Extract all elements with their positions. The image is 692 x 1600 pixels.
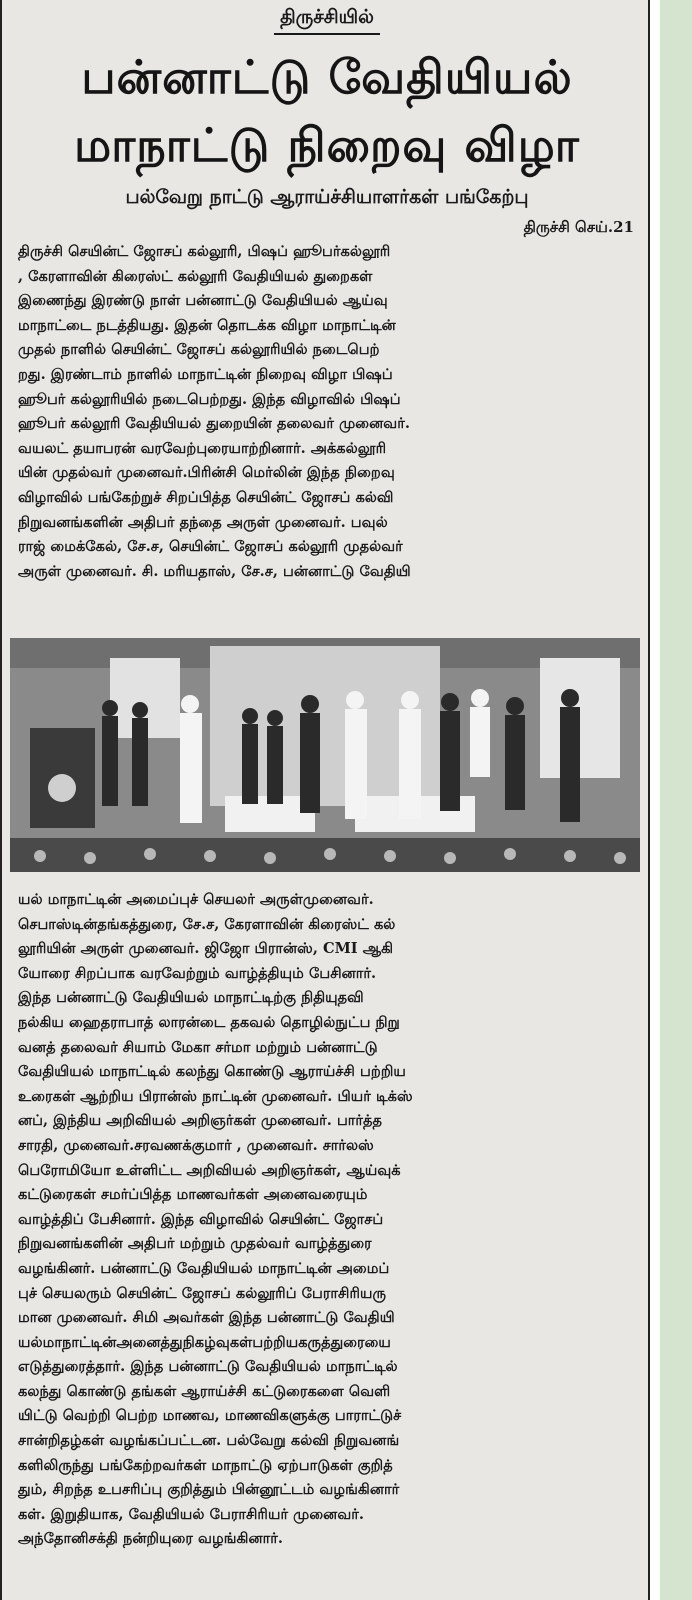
article-line: நிறுவனங்களின் அதிபர் மற்றும் முதல்வர் வாழ்த்துரை [18, 1235, 372, 1253]
article-line: மான முனைவர். சிமி அவர்கள் இந்த பன்னாட்டு வேதியி [18, 1309, 395, 1327]
adjacent-column-edge [660, 0, 692, 1600]
article-body-part-1 [18, 240, 638, 584]
article-line: யல் மாநாட்டின் அமைப்புச் செயலர் அருள்முனைவர். [18, 891, 374, 908]
subheadline: பல்வேறு நாட்டு ஆராய்ச்சியாளர்கள் பங்கேற்பு [125, 186, 529, 208]
article-line: நிறுவனங்களின் அதிபர் தந்தை அருள் முனைவர். பவுல் [18, 513, 388, 531]
article-line: வனத் தலைவர் சியாம் மேகா சர்மா மற்றும் பன்னாட்டு [18, 1038, 378, 1056]
article-line: லூரியின் அருள் முனைவர். ஜிஜோ பிரான்ஸ், CMI ஆகி [18, 940, 394, 958]
article-line: வேதியியல் மாநாட்டில் கலந்து கொண்டு ஆராய்ச்சி பற்றிய [18, 1063, 406, 1081]
article-line: திருச்சி செயின்ட் ஜோசப் கல்லூரி, பிஷப் ஹூபர்கல்லூரி [18, 243, 391, 260]
article-line: வாழ்த்திப் பேசினார். இந்த விழாவில் செயின்ட் ஜோசப் [18, 1210, 384, 1228]
event-photo [10, 638, 640, 872]
article-line: சான்றிதழ்கள் வழங்கப்பட்டன. பல்வேறு கல்வி நிறுவனங் [18, 1432, 400, 1450]
article-line: விழாவில் பங்கேற்றுச் சிறப்பித்த செயின்ட் ஜோசப் கல்வி [18, 488, 394, 506]
article-line: புச் செயலரும் செயின்ட் ஜோசப் கல்லூரிப் பேராசிரியரு [18, 1284, 386, 1302]
event-photo-illustration [10, 638, 640, 872]
dateline: திருச்சி செய்.21 [523, 218, 634, 236]
article-line: ராஜ் மைக்கேல், சே.ச, செயின்ட் ஜோசப் கல்லூரி முதல்வர் [18, 538, 403, 556]
article-line: யல்மாநாட்டின்அனைத்துநிகழ்வுகள்பற்றியகருத்துரையை [18, 1333, 391, 1351]
article-line: வயலட் தயாபரன் வரவேற்புரையாற்றினார். அக்கல்லூரி [18, 439, 387, 457]
article-line: அந்தோனிசக்தி நன்றியுரை வழங்கினார். [18, 1530, 283, 1548]
article-line: அருள் முனைவர். சி. மரியதாஸ், சே.ச, பன்னாட்டு வேதியி [18, 562, 411, 580]
article-line: கள். இறுதியாக, வேதியியல் பேராசிரியர் முனைவர். [18, 1505, 364, 1523]
article-line: முதல் நாளில் செயின்ட் ஜோசப் கல்லூரியில் நடைபெற் [18, 341, 380, 359]
article-line: சாரதி, முனைவர்.சரவணக்குமார் , முனைவர். சார்லஸ் [18, 1136, 374, 1154]
kicker: திருச்சியில் [2, 6, 652, 35]
article-line: எடுத்துரைத்தார். இந்த பன்னாட்டு வேதியியல் மாநாட்டில் [18, 1358, 398, 1376]
article-line: செபாஸ்டின்தங்கத்துரை, சே.ச, கேரளாவின் கிரைஸ்ட் கல் [18, 915, 396, 933]
article-line: னப், இந்திய அறிவியல் அறிஞர்கள் முனைவர். பார்த்த [18, 1112, 383, 1130]
article-line: கலந்து கொண்டு தங்கள் ஆராய்ச்சி கட்டுரைகளை வெளி [18, 1382, 391, 1400]
article-line: உரைகள் ஆற்றிய பிரான்ஸ் நாட்டின் முனைவர். பியர் டிக்ஸ் [18, 1087, 413, 1105]
article-line: மாநாட்டை நடத்தியது. இதன் தொடக்க விழா மாநாட்டின் [18, 316, 396, 334]
article-line: வழங்கினர். பன்னாட்டு வேதியியல் மாநாட்டின் அமைப் [18, 1259, 390, 1277]
article-line: , கேரளாவின் கிரைஸ்ட் கல்லூரி வேதியியல் துறைகள் [18, 267, 373, 285]
article-line: நல்கிய ஹைதராபாத் லாரன்டை தகவல் தொழில்நுட்ப நிறு [18, 1013, 400, 1031]
article-line: இணைந்து இரண்டு நாள் பன்னாட்டு வேதியியல் ஆய்வு [18, 292, 388, 310]
headline-line-1: பன்னாட்டு வேதியியல் [81, 50, 573, 104]
headline-line-2: மாநாட்டு நிறைவு விழா [74, 118, 580, 172]
article-body-part-2 [18, 888, 638, 1552]
article-line: யின் முதல்வர் முனைவர்.பிரின்சி மெர்லின் இந்த நிறைவு [18, 464, 395, 482]
article-line: யிட்டு வெற்றி பெற்ற மாணவ, மாணவிகளுக்கு பாராட்டுச் [18, 1407, 402, 1425]
article-line: றது. இரண்டாம் நாளில் மாநாட்டின் நிறைவு விழா பிஷப் [18, 365, 393, 383]
article-line: கட்டுரைகள் சமர்ப்பித்த மாணவர்கள் அனைவரையும் [18, 1186, 368, 1204]
article-line: ஹூபர் கல்லூரி வேதியியல் துறையின் தலைவர் முனைவர். [18, 415, 410, 433]
article-line: பெரோமியோ உள்ளிட்ட அறிவியல் அறிஞர்கள், ஆய்வுக் [18, 1161, 401, 1179]
article-line: யோரை சிறப்பாக வரவேற்றும் வாழ்த்தியும் பேசினார். [18, 964, 377, 982]
article-line: தும், சிறந்த உபசரிப்பு குறித்தும் பின்னூட்டம் வழங்கினார் [18, 1481, 400, 1499]
article-line: களிலிருந்து பங்கேற்றவர்கள் மாநாட்டு ஏற்பாடுகள் குறித் [18, 1456, 393, 1474]
article-line: இந்த பன்னாட்டு வேதியியல் மாநாட்டிற்கு நிதியுதவி [18, 989, 364, 1007]
article-line: ஹூபர் கல்லூரியில் நடைபெற்றது. இந்த விழாவில் பிஷப் [18, 390, 401, 408]
